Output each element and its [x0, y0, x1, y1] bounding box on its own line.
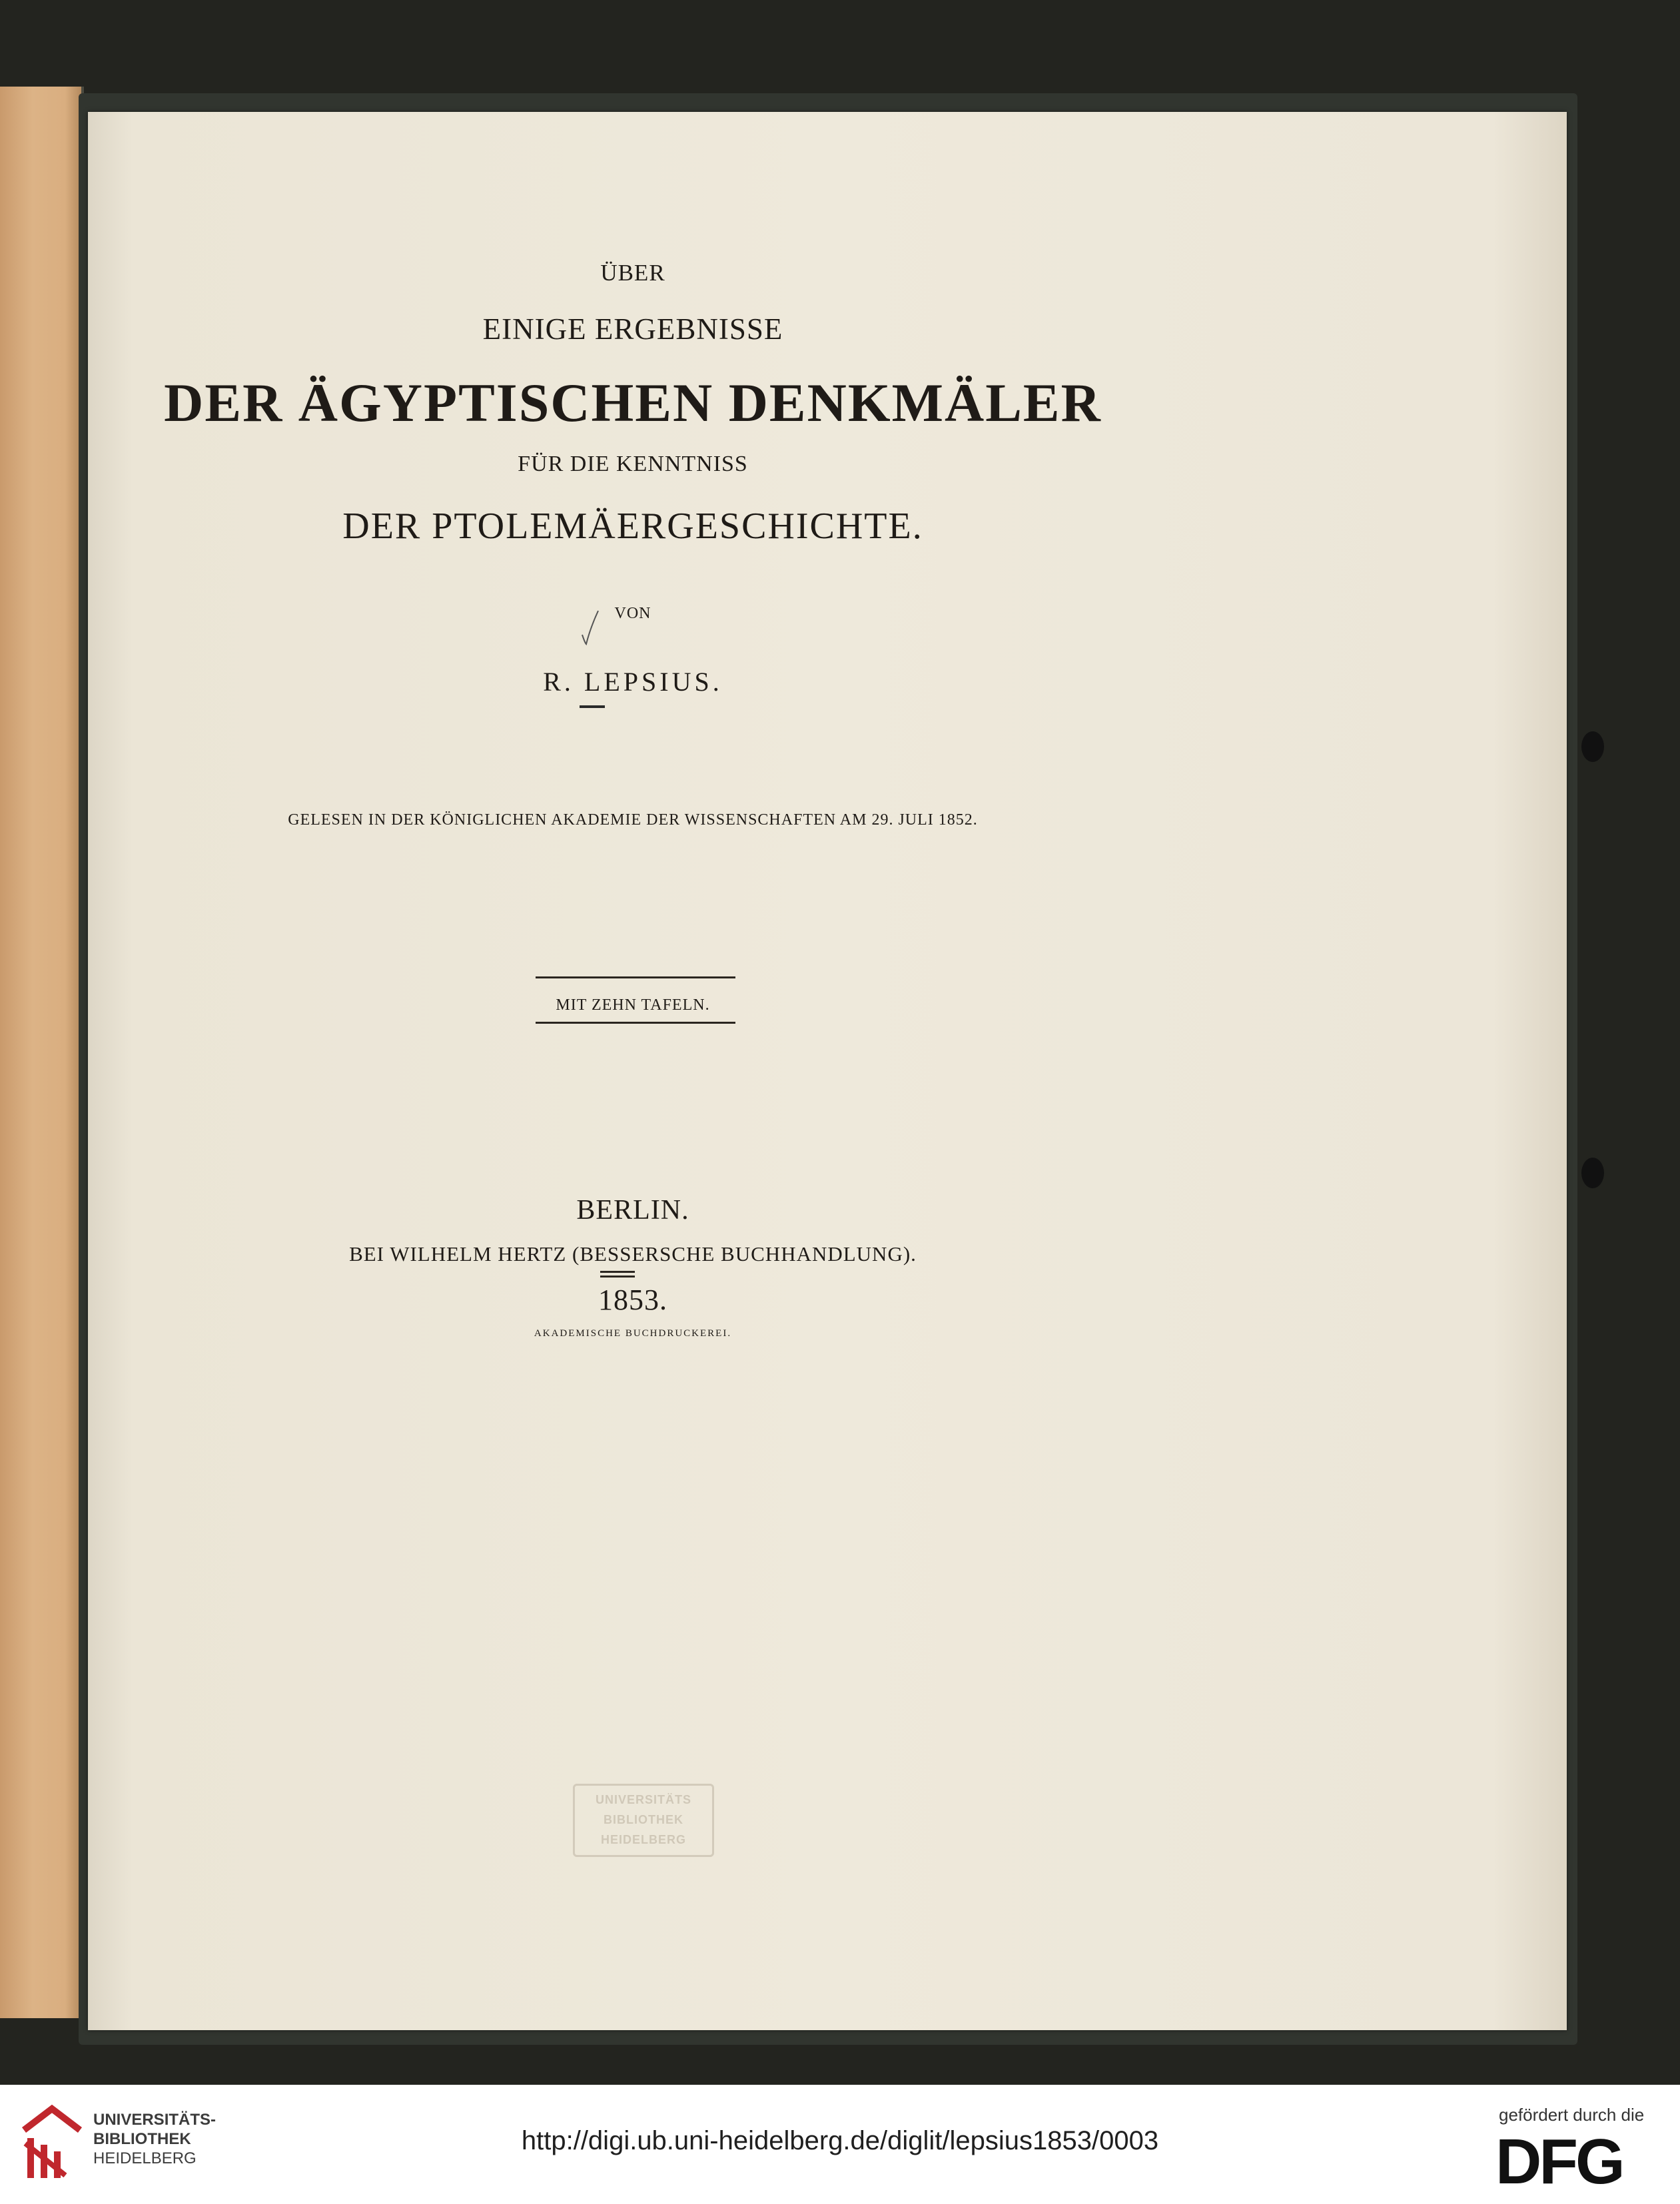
page-clip [1581, 731, 1604, 762]
pencil-underline [580, 705, 605, 708]
stamp-line: HEIDELBERG [600, 1833, 686, 1846]
dfg-logo[interactable]: DFG [1495, 2126, 1623, 2197]
stamp-line: BIBLIOTHEK [604, 1813, 683, 1826]
title-page-content [0, 112, 1266, 1377]
divider-rule [536, 976, 735, 978]
subtitle: DER PTOLEMÄERGESCHICHTE. [342, 506, 923, 547]
logo-line: UNIVERSITÄTS- [93, 2111, 216, 2129]
title-line-uber: ÜBER [600, 260, 665, 286]
library-blind-stamp [573, 1784, 714, 1857]
by-label: VON [614, 605, 651, 622]
double-rule [600, 1271, 635, 1273]
title-line-einige: EINIGE ERGEBNISSE [482, 312, 783, 346]
reading-note: GELESEN IN DER KÖNIGLICHEN AKADEMIE DER WISSENSCHAFTEN AM 29. JULI 1852. [288, 811, 978, 829]
plates-note: MIT ZEHN TAFELN. [556, 996, 710, 1014]
main-title: DER ÄGYPTISCHEN DENKMÄLER [164, 372, 1102, 433]
imprint-publisher: BEI WILHELM HERTZ (BESSERSCHE BUCHHANDLUNG). [349, 1242, 917, 1266]
imprint-year: 1853. [598, 1284, 667, 1316]
page-clip [1581, 1158, 1604, 1188]
permalink-url[interactable]: http://digi.ub.uni-heidelberg.de/diglit/lepsius1853/0003 [521, 2126, 1159, 2155]
divider-rule [536, 1022, 735, 1024]
viewer-footer [0, 2085, 1680, 2204]
author-name: R. LEPSIUS. [543, 667, 723, 697]
double-rule [600, 1276, 635, 1278]
funder-label: gefördert durch die [1499, 2105, 1645, 2125]
logo-line: BIBLIOTHEK [93, 2130, 191, 2148]
title-line-fuer: FÜR DIE KENNTNISS [518, 452, 748, 476]
stamp-line: UNIVERSITÄTS [595, 1793, 691, 1806]
imprint-printer: AKADEMISCHE BUCHDRUCKEREI. [534, 1328, 732, 1339]
logo-line: HEIDELBERG [93, 2149, 197, 2167]
imprint-city: BERLIN. [576, 1195, 689, 1226]
